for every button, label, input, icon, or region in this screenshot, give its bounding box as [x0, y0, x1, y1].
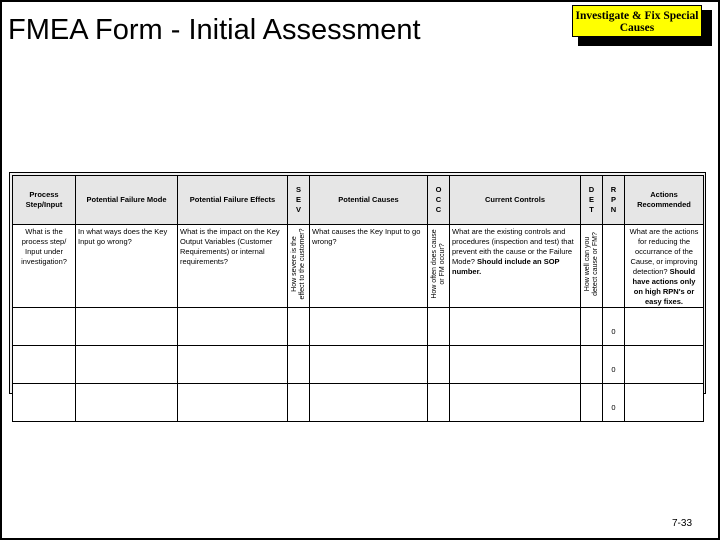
header-controls: Current Controls: [450, 176, 581, 225]
desc-rpn: [603, 225, 625, 308]
page-title: FMEA Form - Initial Assessment: [8, 14, 421, 46]
header-failure-effects: Potential Failure Effects: [178, 176, 288, 225]
desc-failure-effects-text: What is the impact on the Key Output Variables (Customer Requirements) or internal requirements?: [180, 227, 280, 266]
desc-process-step-text: What is the process step/ Input under investigation?: [21, 227, 67, 266]
header-process-step-line1: Process: [29, 190, 59, 199]
desc-det: [581, 225, 603, 308]
cell-failure-effects[interactable]: [178, 308, 288, 346]
cell-causes[interactable]: [310, 346, 428, 384]
cell-failure-effects[interactable]: [178, 384, 288, 422]
cell-controls[interactable]: [450, 384, 581, 422]
header-rpn-r: R: [610, 185, 617, 194]
cell-process-step[interactable]: [13, 346, 76, 384]
desc-failure-mode-text: In what ways does the Key Input go wrong?: [78, 227, 168, 246]
table-row: [13, 384, 704, 422]
desc-causes: [310, 225, 428, 308]
cell-rpn: 0: [603, 384, 625, 422]
investigate-badge: [572, 5, 702, 37]
header-rpn-n: N: [610, 205, 617, 214]
desc-sev-text: How severe is the effect to the customer?: [290, 228, 306, 300]
cell-occ[interactable]: [428, 384, 450, 422]
header-process-step: [13, 176, 76, 225]
header-occ: [428, 176, 450, 225]
header-det: [581, 176, 603, 225]
cell-sev[interactable]: [288, 308, 310, 346]
header-sev-v: V: [295, 205, 301, 214]
badge-line-1: Investigate & Fix Special: [575, 10, 699, 22]
cell-process-step[interactable]: [13, 384, 76, 422]
cell-failure-mode[interactable]: [76, 346, 178, 384]
cell-process-step[interactable]: [13, 308, 76, 346]
cell-det[interactable]: [581, 308, 603, 346]
header-occ-c1: C: [435, 195, 442, 204]
table-row: [13, 308, 704, 346]
header-actions-line2: Recommended: [637, 200, 691, 209]
header-process-step-line2: Step/Input: [25, 200, 63, 209]
header-sev-s: S: [295, 185, 301, 194]
header-rpn-p: P: [610, 195, 616, 204]
desc-controls-bold: Should include an SOP number.: [452, 257, 560, 276]
cell-occ[interactable]: [428, 346, 450, 384]
desc-causes-text: What causes the Key Input to go wrong?: [312, 227, 421, 246]
desc-sev: [288, 225, 310, 308]
cell-det[interactable]: [581, 346, 603, 384]
cell-causes[interactable]: [310, 384, 428, 422]
desc-actions-main: What are the actions for reducing the occurrance of the Cause, or improving detection?: [629, 227, 699, 276]
header-occ-c2: C: [435, 205, 442, 214]
cell-sev[interactable]: [288, 346, 310, 384]
header-det-d: D: [588, 185, 595, 194]
header-rpn: [603, 176, 625, 225]
header-sev-e: E: [295, 195, 301, 204]
table-row: [13, 346, 704, 384]
desc-controls-main: What are the existing controls and procedures (inspection and test) that prevent eith the cause or the Failure Mode?: [452, 227, 574, 266]
cell-rpn: 0: [603, 346, 625, 384]
desc-failure-effects: [178, 225, 288, 308]
cell-det[interactable]: [581, 384, 603, 422]
desc-det-text: How well can you detect cause or FM?: [583, 232, 599, 296]
cell-failure-effects[interactable]: [178, 346, 288, 384]
desc-actions: [625, 225, 704, 308]
header-sev: [288, 176, 310, 225]
desc-occ: [428, 225, 450, 308]
desc-process-step: [13, 225, 76, 308]
desc-actions-bold: Should have actions only on high RPN's or easy fixes.: [632, 267, 696, 306]
cell-actions[interactable]: [625, 384, 704, 422]
header-occ-o: O: [435, 185, 442, 194]
cell-failure-mode[interactable]: [76, 384, 178, 422]
cell-controls[interactable]: [450, 308, 581, 346]
header-det-t: T: [589, 205, 594, 214]
header-failure-mode: Potential Failure Mode: [76, 176, 178, 225]
header-causes: Potential Causes: [310, 176, 428, 225]
cell-sev[interactable]: [288, 384, 310, 422]
cell-failure-mode[interactable]: [76, 308, 178, 346]
cell-controls[interactable]: [450, 346, 581, 384]
fmea-table: [12, 175, 704, 422]
description-row: [13, 225, 704, 308]
cell-causes[interactable]: [310, 308, 428, 346]
header-actions: [625, 176, 704, 225]
header-actions-line1: Actions: [650, 190, 678, 199]
desc-failure-mode: [76, 225, 178, 308]
cell-occ[interactable]: [428, 308, 450, 346]
cell-actions[interactable]: [625, 346, 704, 384]
cell-rpn: 0: [603, 308, 625, 346]
cell-actions[interactable]: [625, 308, 704, 346]
desc-actions-text: [625, 225, 703, 307]
badge-line-2: Causes: [619, 22, 655, 34]
header-det-e: E: [588, 195, 594, 204]
desc-controls: [450, 225, 581, 308]
desc-controls-text: [450, 225, 580, 277]
header-row: [13, 176, 704, 225]
page-number: 7-33: [672, 518, 693, 529]
desc-occ-text: How often does cause or FM occur?: [430, 229, 446, 299]
